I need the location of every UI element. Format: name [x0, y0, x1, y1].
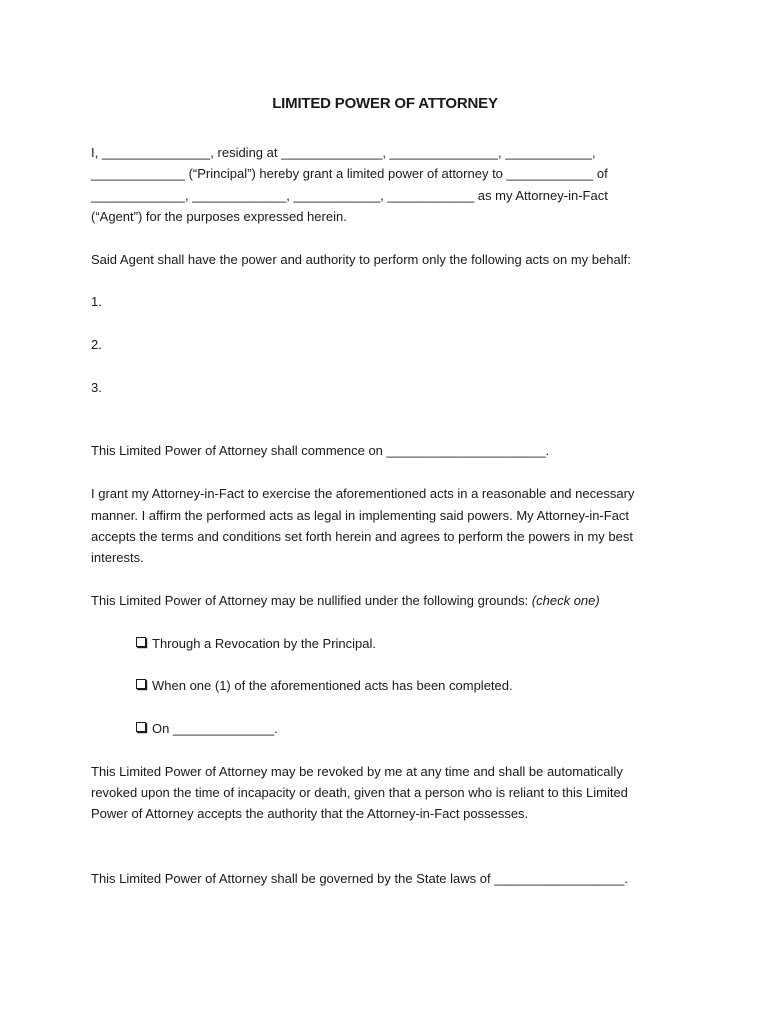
- intro-line-3: _____________, _____________, ____________, ____________ as my Attorney-in-Fact: [91, 188, 608, 203]
- checkbox-icon[interactable]: [136, 722, 146, 732]
- act-item-2: 2.: [91, 337, 102, 352]
- act-item-1: 1.: [91, 294, 102, 309]
- check-one-hint: (check one): [531, 593, 600, 608]
- option-label: When one (1) of the aforementioned acts has been completed.: [152, 678, 513, 693]
- grant-line-3: accepts the terms and conditions set forth herein and agrees to perform the powers in my best: [91, 529, 633, 544]
- option-acts-completed[interactable]: [136, 677, 513, 695]
- option-label: Through a Revocation by the Principal.: [152, 636, 377, 651]
- intro-line-4: (“Agent”) for the purposes expressed herein.: [91, 209, 347, 224]
- revocation-line-1: This Limited Power of Attorney may be revoked by me at any time and shall be automatically: [91, 764, 623, 779]
- grant-line-2: manner. I affirm the performed acts as legal in implementing said powers. My Attorney-in-Fact: [91, 508, 630, 523]
- nullified-text: This Limited Power of Attorney may be nullified under the following grounds:: [91, 593, 532, 608]
- revocation-line-3: Power of Attorney accepts the authority that the Attorney-in-Fact possesses.: [91, 806, 529, 821]
- act-item-3: 3.: [91, 380, 102, 395]
- revocation-line-2: revoked upon the time of incapacity or death, given that a person who is reliant to this Limited: [91, 785, 628, 800]
- checkbox-icon[interactable]: [136, 637, 146, 647]
- powers-statement: Said Agent shall have the power and authority to perform only the following acts on my behalf:: [91, 252, 631, 267]
- document-title: LIMITED POWER OF ATTORNEY: [272, 95, 498, 112]
- option-revocation[interactable]: [136, 635, 376, 653]
- intro-line-1: I, _______________, residing at ______________, _______________, ____________,: [91, 145, 596, 160]
- commencement-clause: This Limited Power of Attorney shall commence on ______________________.: [91, 443, 550, 458]
- checkbox-icon[interactable]: [136, 679, 146, 689]
- nullified-clause: [91, 592, 600, 610]
- grant-line-1: I grant my Attorney-in-Fact to exercise the aforementioned acts in a reasonable and necessary: [91, 486, 635, 501]
- option-label: On ______________.: [152, 721, 278, 736]
- intro-line-2: _____________ (“Principal”) hereby grant a limited power of attorney to ____________ of: [91, 166, 608, 181]
- grant-line-4: interests.: [91, 550, 144, 565]
- governing-law-clause: This Limited Power of Attorney shall be governed by the State laws of __________________.: [91, 871, 628, 886]
- option-on-date[interactable]: [136, 720, 278, 738]
